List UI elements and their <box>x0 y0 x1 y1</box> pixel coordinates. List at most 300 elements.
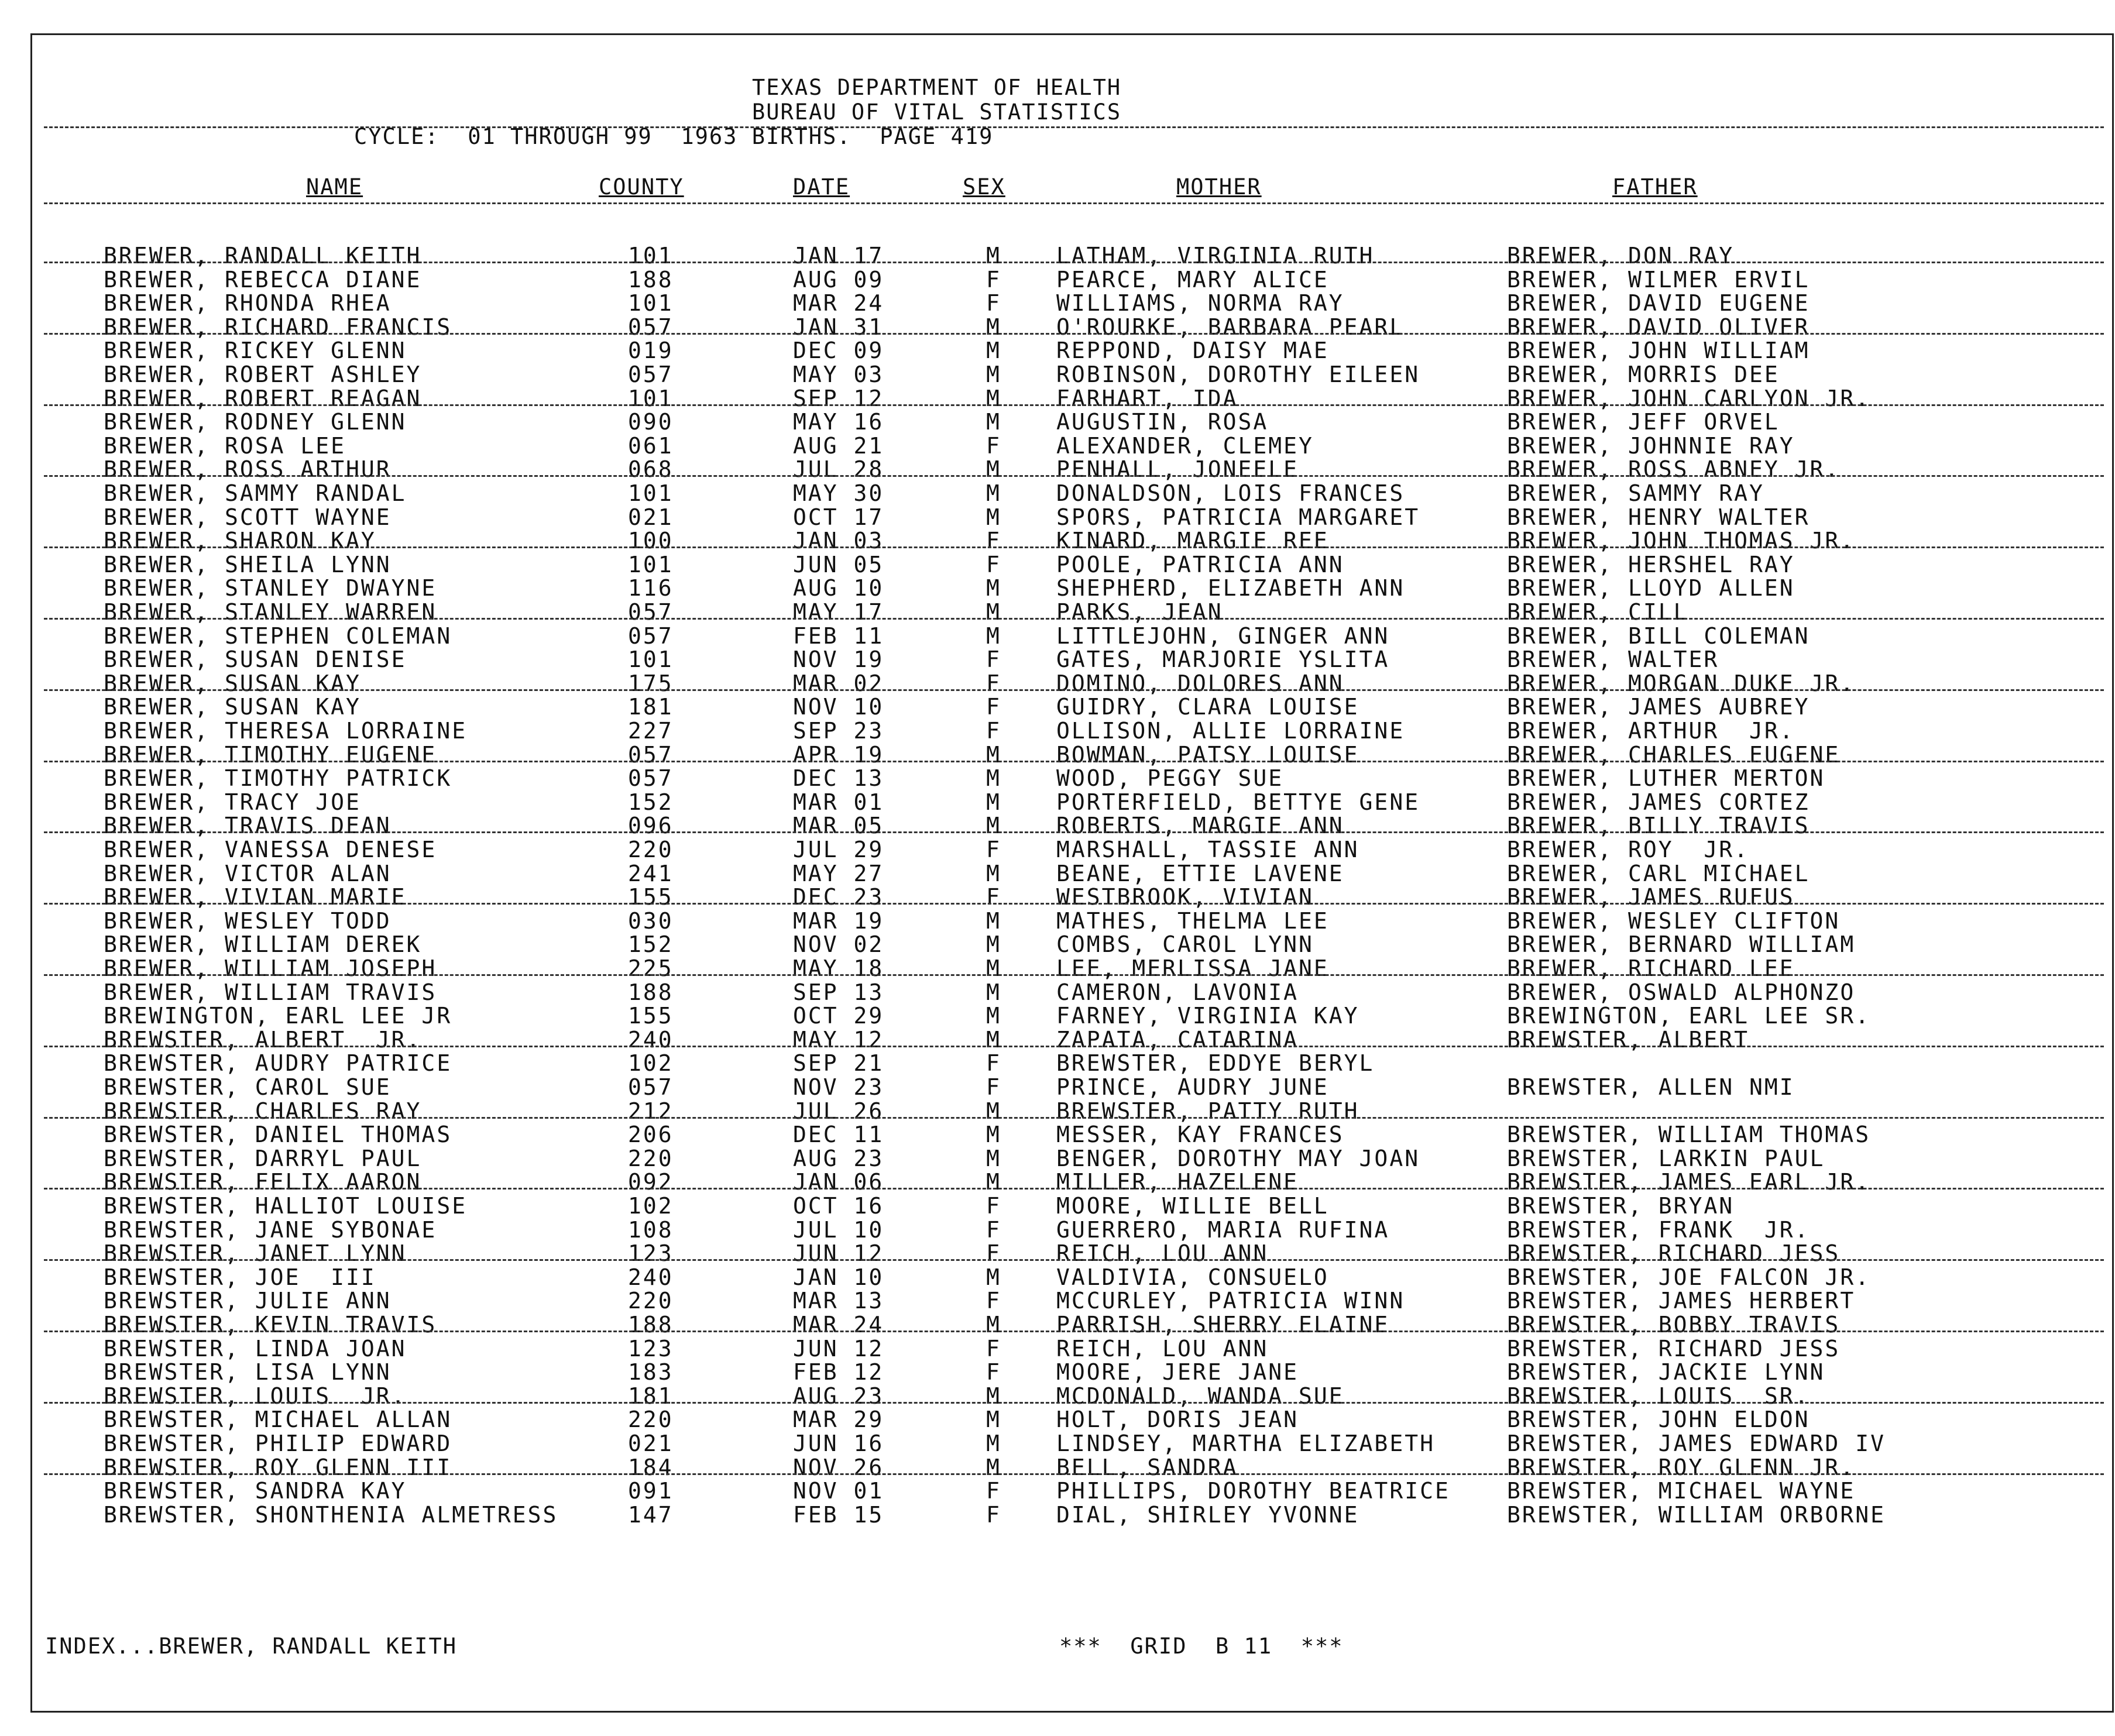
cell-name: BREWER, RODNEY GLENN <box>104 409 407 435</box>
cell-date: MAY 03 <box>793 362 884 387</box>
cell-mother: MOORE, JERE JANE <box>1056 1359 1299 1386</box>
row-separator <box>44 1331 2104 1332</box>
cell-name: BREWER, SUSAN KAY <box>104 670 361 696</box>
cell-date: AUG 21 <box>793 432 884 459</box>
cell-father: BREWER, LLOYD ALLEN <box>1507 575 1795 601</box>
cell-mother: GUERRERO, MARIA RUFINA <box>1056 1216 1390 1243</box>
cell-date: MAR 29 <box>793 1407 884 1433</box>
cell-date: OCT 29 <box>793 1003 884 1029</box>
cell-sex: F <box>986 1288 1001 1314</box>
ledger-page <box>30 33 2114 1713</box>
table-row <box>32 884 2115 909</box>
cell-date: MAR 24 <box>793 1312 884 1338</box>
cell-father: BREWSTER, LARKIN PAUL <box>1507 1145 1825 1171</box>
table-row <box>32 528 2115 552</box>
cell-father: BREWER, ROSS ABNEY JR. <box>1507 456 1841 483</box>
cell-mother: MESSER, KAY FRANCES <box>1056 1122 1344 1148</box>
cell-mother: ROBINSON, DOROTHY EILEEN <box>1056 362 1420 387</box>
cell-mother: WILLIAMS, NORMA RAY <box>1056 290 1344 317</box>
cell-county: 101 <box>628 290 674 317</box>
cell-father: BREWER, CILL <box>1507 599 1689 625</box>
cell-mother: FARHART, IDA <box>1056 385 1238 411</box>
cell-name: BREWSTER, ROY GLENN III <box>104 1454 452 1480</box>
row-separator <box>44 262 2104 263</box>
row-separator <box>44 1259 2104 1261</box>
table-row <box>32 575 2115 600</box>
cell-mother: COMBS, CAROL LYNN <box>1056 931 1314 958</box>
cell-name: BREWSTER, DARRYL PAUL <box>104 1145 422 1171</box>
cell-county: 021 <box>628 1431 674 1456</box>
table-row <box>32 718 2115 742</box>
table-row <box>32 861 2115 885</box>
cell-date: DEC 23 <box>793 884 884 910</box>
cell-name: BREWER, VANESSA DENESE <box>104 837 437 862</box>
cell-county: 155 <box>628 1003 674 1029</box>
cell-sex: M <box>986 907 1001 934</box>
cell-county: 101 <box>628 551 674 577</box>
cell-mother: MILLER, HAZELENE <box>1056 1169 1299 1195</box>
cell-sex: F <box>986 647 1001 673</box>
row-separator <box>44 761 2104 762</box>
index-line: INDEX...BREWER, RANDALL KEITH <box>45 1634 458 1659</box>
cell-name: BREWER, RICHARD FRANCIS <box>104 314 452 340</box>
table-row <box>32 243 2115 267</box>
cell-date: NOV 23 <box>793 1074 884 1100</box>
cell-county: 057 <box>628 599 674 625</box>
cell-father: BREWER, ROY JR. <box>1507 837 1750 862</box>
cell-mother: DONALDSON, LOIS FRANCES <box>1056 480 1405 506</box>
cell-name: BREWER, SHARON KAY <box>104 528 376 554</box>
cell-father: BREWSTER, BOBBY TRAVIS <box>1507 1312 1841 1338</box>
row-separator <box>44 689 2104 691</box>
cell-sex: M <box>986 362 1001 387</box>
cell-sex: F <box>986 1216 1001 1243</box>
table-row <box>32 742 2115 766</box>
table-row <box>32 1074 2115 1099</box>
cell-date: JAN 10 <box>793 1264 884 1290</box>
cell-county: 091 <box>628 1478 674 1504</box>
cell-county: 057 <box>628 765 674 792</box>
cell-name: BREWSTER, ALBERT JR. <box>104 1026 422 1053</box>
cell-sex: F <box>986 694 1001 720</box>
cell-father: BREWER, DAVID OLIVER <box>1507 314 1810 340</box>
cell-name: BREWSTER, FELIX AARON <box>104 1169 422 1195</box>
table-row <box>32 765 2115 790</box>
row-separator <box>44 333 2104 335</box>
cell-county: 220 <box>628 1288 674 1314</box>
cell-father: BREWER, WESLEY CLIFTON <box>1507 907 1841 934</box>
cell-sex: M <box>986 599 1001 625</box>
cell-name: BREWER, STEPHEN COLEMAN <box>104 623 452 649</box>
cell-mother: PRINCE, AUDRY JUNE <box>1056 1074 1329 1100</box>
cell-name: BREWER, ROBERT ASHLEY <box>104 362 422 387</box>
cell-county: 092 <box>628 1169 674 1195</box>
cell-county: 212 <box>628 1098 674 1124</box>
cell-sex: M <box>986 314 1001 340</box>
cell-father: BREWER, OSWALD ALPHONZO <box>1507 979 1856 1005</box>
row-separator <box>44 546 2104 548</box>
cell-mother: ROBERTS, MARGIE ANN <box>1056 813 1344 839</box>
cell-sex: M <box>986 456 1001 483</box>
cell-sex: M <box>986 1145 1001 1171</box>
cycle-line: CYCLE: 01 THROUGH 99 1963 BIRTHS. PAGE 419 <box>354 124 994 149</box>
cell-date: MAY 12 <box>793 1026 884 1053</box>
cell-county: 188 <box>628 979 674 1005</box>
cell-county: 068 <box>628 456 674 483</box>
cell-father: BREWER, HENRY WALTER <box>1507 504 1810 530</box>
cell-father: BREWER, BILLY TRAVIS <box>1507 813 1810 839</box>
cell-mother: MOORE, WILLIE BELL <box>1056 1193 1329 1219</box>
cell-date: AUG 09 <box>793 266 884 293</box>
cell-sex: M <box>986 480 1001 506</box>
cell-sex: F <box>986 718 1001 744</box>
cell-sex: F <box>986 290 1001 317</box>
cell-sex: M <box>986 338 1001 364</box>
cell-mother: ZAPATA, CATARINA <box>1056 1026 1299 1053</box>
row-separator <box>44 1402 2104 1404</box>
cell-date: DEC 11 <box>793 1122 884 1148</box>
cell-father: BREWSTER, JAMES HERBERT <box>1507 1288 1856 1314</box>
cell-father: BREWER, JOHN THOMAS JR. <box>1507 528 1856 554</box>
cell-name: BREWSTER, MICHAEL ALLAN <box>104 1407 452 1433</box>
cell-date: JUN 16 <box>793 1431 884 1456</box>
row-separator <box>44 1473 2104 1475</box>
cell-sex: F <box>986 837 1001 862</box>
cell-father: BREWSTER, BRYAN <box>1507 1193 1735 1219</box>
cell-date: AUG 10 <box>793 575 884 601</box>
cell-date: JAN 03 <box>793 528 884 554</box>
department-title: TEXAS DEPARTMENT OF HEALTH <box>752 75 1122 100</box>
cell-date: MAY 16 <box>793 409 884 435</box>
cell-date: MAR 24 <box>793 290 884 317</box>
table-row <box>32 1217 2115 1242</box>
cell-name: BREWSTER, DANIEL THOMAS <box>104 1122 452 1148</box>
cell-name: BREWER, TIMOTHY PATRICK <box>104 765 452 792</box>
cell-father: BREWER, JAMES CORTEZ <box>1507 789 1810 815</box>
column-header-county: COUNTY <box>599 174 684 200</box>
table-row <box>32 647 2115 671</box>
cell-name: BREWSTER, JULIE ANN <box>104 1288 392 1314</box>
cell-date: APR 19 <box>793 741 884 768</box>
cell-father: BREWER, DON RAY <box>1507 243 1735 269</box>
cell-mother: GUIDRY, CLARA LOUISE <box>1056 694 1359 720</box>
cell-date: DEC 09 <box>793 338 884 364</box>
cell-name: BREWSTER, HALLIOT LOUISE <box>104 1193 468 1219</box>
table-row <box>32 362 2115 386</box>
cell-mother: OLLISON, ALLIE LORRAINE <box>1056 718 1405 744</box>
cell-county: 101 <box>628 243 674 269</box>
row-separator <box>44 903 2104 905</box>
cell-name: BREWER, VICTOR ALAN <box>104 860 392 886</box>
cell-mother: AUGUSTIN, ROSA <box>1056 409 1269 435</box>
cell-sex: M <box>986 504 1001 530</box>
cell-county: 152 <box>628 789 674 815</box>
cell-county: 090 <box>628 409 674 435</box>
cell-county: 241 <box>628 860 674 886</box>
cell-mother: VALDIVIA, CONSUELO <box>1056 1264 1329 1290</box>
cell-sex: M <box>986 1407 1001 1433</box>
cell-date: MAR 02 <box>793 670 884 696</box>
column-header-name: NAME <box>306 174 363 200</box>
cell-mother: REICH, LOU ANN <box>1056 1240 1269 1267</box>
cell-date: AUG 23 <box>793 1383 884 1409</box>
table-row <box>32 314 2115 339</box>
table-row <box>32 1003 2115 1027</box>
cell-county: 181 <box>628 1383 674 1409</box>
cell-mother: BREWSTER, PATTY RUTH <box>1056 1098 1359 1124</box>
table-row <box>32 456 2115 481</box>
table-row <box>32 1050 2115 1075</box>
cell-name: BREWSTER, LISA LYNN <box>104 1359 392 1386</box>
cell-sex: F <box>986 1335 1001 1362</box>
cell-sex: F <box>986 1359 1001 1386</box>
cell-county: 116 <box>628 575 674 601</box>
cell-date: SEP 21 <box>793 1050 884 1077</box>
cell-county: 030 <box>628 907 674 934</box>
cell-mother: LINDSEY, MARTHA ELIZABETH <box>1056 1431 1435 1456</box>
cell-father: BREWER, HERSHEL RAY <box>1507 551 1795 577</box>
cell-name: BREWER, ROSA LEE <box>104 432 346 459</box>
cell-date: JAN 31 <box>793 314 884 340</box>
cell-sex: M <box>986 979 1001 1005</box>
cell-name: BREWER, ROSS ARTHUR <box>104 456 392 483</box>
cell-mother: MARSHALL, TASSIE ANN <box>1056 837 1359 862</box>
cell-sex: F <box>986 1193 1001 1219</box>
cell-county: 240 <box>628 1264 674 1290</box>
table-row <box>32 1122 2115 1146</box>
cell-father: BREWER, BERNARD WILLIAM <box>1507 931 1856 958</box>
cell-name: BREWER, ROBERT REAGAN <box>104 385 422 411</box>
cell-mother: GATES, MARJORIE YSLITA <box>1056 647 1390 673</box>
cell-sex: M <box>986 931 1001 958</box>
cell-date: JUN 05 <box>793 551 884 577</box>
table-row <box>32 599 2115 624</box>
cell-county: 100 <box>628 528 674 554</box>
cell-father: BREWSTER, FRANK JR. <box>1507 1216 1810 1243</box>
cell-name: BREWSTER, PHILIP EDWARD <box>104 1431 452 1456</box>
row-separator <box>44 1188 2104 1190</box>
cell-name: BREWER, SUSAN KAY <box>104 694 361 720</box>
table-row <box>32 1407 2115 1431</box>
cell-mother: BELL, SANDRA <box>1056 1454 1238 1480</box>
table-row <box>32 1193 2115 1218</box>
cell-father: BREWER, WALTER <box>1507 647 1719 673</box>
cell-date: NOV 19 <box>793 647 884 673</box>
cell-county: 057 <box>628 362 674 387</box>
table-row <box>32 1288 2115 1312</box>
cell-father: BREWSTER, JAMES EARL JR. <box>1507 1169 1871 1195</box>
cell-father: BREWSTER, RICHARD JESS <box>1507 1335 1841 1362</box>
cell-county: 123 <box>628 1240 674 1267</box>
cell-mother: ALEXANDER, CLEMEY <box>1056 432 1314 459</box>
cell-date: DEC 13 <box>793 765 884 792</box>
cell-mother: PEARCE, MARY ALICE <box>1056 266 1329 293</box>
cell-date: NOV 01 <box>793 1478 884 1504</box>
row-separator <box>44 618 2104 620</box>
cell-sex: F <box>986 1501 1001 1528</box>
cell-name: BREWER, SUSAN DENISE <box>104 647 407 673</box>
cell-date: JUN 12 <box>793 1240 884 1267</box>
cell-mother: KINARD, MARGIE REE <box>1056 528 1329 554</box>
table-row <box>32 671 2115 695</box>
cell-date: MAR 05 <box>793 813 884 839</box>
cell-county: 123 <box>628 1335 674 1362</box>
cell-father: BREWER, CARL MICHAEL <box>1507 860 1810 886</box>
cell-name: BREWSTER, SANDRA KAY <box>104 1478 407 1504</box>
cell-county: 147 <box>628 1501 674 1528</box>
cell-sex: M <box>986 1122 1001 1148</box>
cell-father: BREWER, ARTHUR JR. <box>1507 718 1795 744</box>
table-row <box>32 837 2115 861</box>
cell-name: BREWER, TRAVIS DEAN <box>104 813 392 839</box>
column-header-mother: MOTHER <box>1176 174 1262 200</box>
table-row <box>32 504 2115 529</box>
cell-sex: M <box>986 1026 1001 1053</box>
cell-name: BREWSTER, JANE SYBONAE <box>104 1216 437 1243</box>
cell-mother: PHILLIPS, DOROTHY BEATRICE <box>1056 1478 1450 1504</box>
table-row <box>32 1359 2115 1384</box>
cell-father: BREWER, WILMER ERVIL <box>1507 266 1810 293</box>
cell-name: BREWER, VIVIAN MARIE <box>104 884 407 910</box>
cell-county: 152 <box>628 931 674 958</box>
cell-county: 175 <box>628 670 674 696</box>
cell-name: BREWER, REBECCA DIANE <box>104 266 422 293</box>
table-row <box>32 1264 2115 1289</box>
cell-father: BREWSTER, JACKIE LYNN <box>1507 1359 1825 1386</box>
table-row <box>32 908 2115 933</box>
cell-mother: WOOD, PEGGY SUE <box>1056 765 1284 792</box>
cell-name: BREWER, WILLIAM TRAVIS <box>104 979 437 1005</box>
row-separator <box>44 475 2104 477</box>
cell-name: BREWSTER, AUDRY PATRICE <box>104 1050 452 1077</box>
table-row <box>32 813 2115 837</box>
cell-mother: DIAL, SHIRLEY YVONNE <box>1056 1501 1359 1528</box>
cell-mother: PORTERFIELD, BETTYE GENE <box>1056 789 1420 815</box>
cell-sex: M <box>986 741 1001 768</box>
cell-sex: M <box>986 623 1001 649</box>
cell-county: 101 <box>628 480 674 506</box>
table-row <box>32 1478 2115 1503</box>
row-separator <box>44 974 2104 976</box>
cell-name: BREWER, RANDALL KEITH <box>104 243 422 269</box>
table-row <box>32 386 2115 410</box>
cell-county: 227 <box>628 718 674 744</box>
cell-father: BREWER, BILL COLEMAN <box>1507 623 1810 649</box>
cell-sex: M <box>986 1264 1001 1290</box>
column-header-date: DATE <box>793 174 850 200</box>
cell-county: 061 <box>628 432 674 459</box>
cell-date: JUL 26 <box>793 1098 884 1124</box>
table-row <box>32 1336 2115 1360</box>
table-row <box>32 1240 2115 1265</box>
cell-county: 184 <box>628 1454 674 1480</box>
column-header-sex: SEX <box>963 174 1005 200</box>
cell-mother: DOMINO, DOLORES ANN <box>1056 670 1344 696</box>
cell-name: BREWER, RHONDA RHEA <box>104 290 392 317</box>
cell-name: BREWER, STANLEY WARREN <box>104 599 437 625</box>
table-row <box>32 290 2115 315</box>
table-row <box>32 1383 2115 1408</box>
cell-sex: F <box>986 1074 1001 1100</box>
cell-sex: F <box>986 432 1001 459</box>
cell-sex: M <box>986 860 1001 886</box>
cell-father: BREWSTER, WILLIAM THOMAS <box>1507 1122 1871 1148</box>
cell-date: OCT 16 <box>793 1193 884 1219</box>
cell-name: BREWER, TIMOTHY EUGENE <box>104 741 437 768</box>
table-row <box>32 1502 2115 1527</box>
cell-mother: MATHES, THELMA LEE <box>1056 907 1329 934</box>
row-separator <box>44 1046 2104 1047</box>
table-row <box>32 623 2115 648</box>
table-row <box>32 433 2115 458</box>
cell-mother: BEANE, ETTIE LAVENE <box>1056 860 1344 886</box>
cell-county: 183 <box>628 1359 674 1386</box>
cell-father: BREWER, JEFF ORVEL <box>1507 409 1780 435</box>
cell-date: MAY 17 <box>793 599 884 625</box>
cell-sex: F <box>986 1050 1001 1077</box>
cell-date: FEB 12 <box>793 1359 884 1386</box>
cell-date: JUL 10 <box>793 1216 884 1243</box>
cell-father: BREWER, LUTHER MERTON <box>1507 765 1825 792</box>
cell-mother: SPORS, PATRICIA MARGARET <box>1056 504 1420 530</box>
cell-mother: POOLE, PATRICIA ANN <box>1056 551 1344 577</box>
cell-father: BREWER, SAMMY RAY <box>1507 480 1764 506</box>
cell-mother: REICH, LOU ANN <box>1056 1335 1269 1362</box>
cell-mother: BREWSTER, EDDYE BERYL <box>1056 1050 1375 1077</box>
cell-sex: M <box>986 765 1001 792</box>
cell-mother: WESTBROOK, VIVIAN <box>1056 884 1314 910</box>
cell-county: 155 <box>628 884 674 910</box>
cell-county: 225 <box>628 955 674 981</box>
cell-county: 220 <box>628 1145 674 1171</box>
cell-father: BREWSTER, LOUIS SR. <box>1507 1383 1810 1409</box>
table-row <box>32 1312 2115 1336</box>
cell-father: BREWSTER, JOE FALCON JR. <box>1507 1264 1871 1290</box>
cell-name: BREWER, SAMMY RANDAL <box>104 480 407 506</box>
cell-sex: M <box>986 409 1001 435</box>
cell-mother: HOLT, DORIS JEAN <box>1056 1407 1299 1433</box>
cell-mother: CAMERON, LAVONIA <box>1056 979 1299 1005</box>
cell-mother: PARRISH, SHERRY ELAINE <box>1056 1312 1390 1338</box>
column-header-father: FATHER <box>1612 174 1698 200</box>
cell-sex: F <box>986 1478 1001 1504</box>
cell-mother: BENGER, DOROTHY MAY JOAN <box>1056 1145 1420 1171</box>
table-row <box>32 338 2115 362</box>
table-row <box>32 1146 2115 1170</box>
cell-county: 057 <box>628 741 674 768</box>
cell-name: BREWER, TRACY JOE <box>104 789 361 815</box>
cell-mother: SHEPHERD, ELIZABETH ANN <box>1056 575 1405 601</box>
cell-sex: M <box>986 1169 1001 1195</box>
cell-father: BREWER, DAVID EUGENE <box>1507 290 1810 317</box>
cell-date: MAY 30 <box>793 480 884 506</box>
cell-county: 188 <box>628 266 674 293</box>
cell-sex: M <box>986 813 1001 839</box>
cell-sex: M <box>986 1312 1001 1338</box>
table-row <box>32 694 2115 719</box>
table-row <box>32 1431 2115 1455</box>
cell-county: 096 <box>628 813 674 839</box>
cell-name: BREWSTER, CHARLES RAY <box>104 1098 422 1124</box>
cell-mother: FARNEY, VIRGINIA KAY <box>1056 1003 1359 1029</box>
cell-mother: LEE, MERLISSA JANE <box>1056 955 1329 981</box>
cell-sex: F <box>986 1240 1001 1267</box>
cell-name: BREWSTER, JANET LYNN <box>104 1240 407 1267</box>
cell-father: BREWER, JOHN CARLYON JR. <box>1507 385 1871 411</box>
cell-father: BREWINGTON, EARL LEE SR. <box>1507 1003 1871 1029</box>
cell-name: BREWINGTON, EARL LEE JR <box>104 1003 452 1029</box>
cell-sex: F <box>986 551 1001 577</box>
